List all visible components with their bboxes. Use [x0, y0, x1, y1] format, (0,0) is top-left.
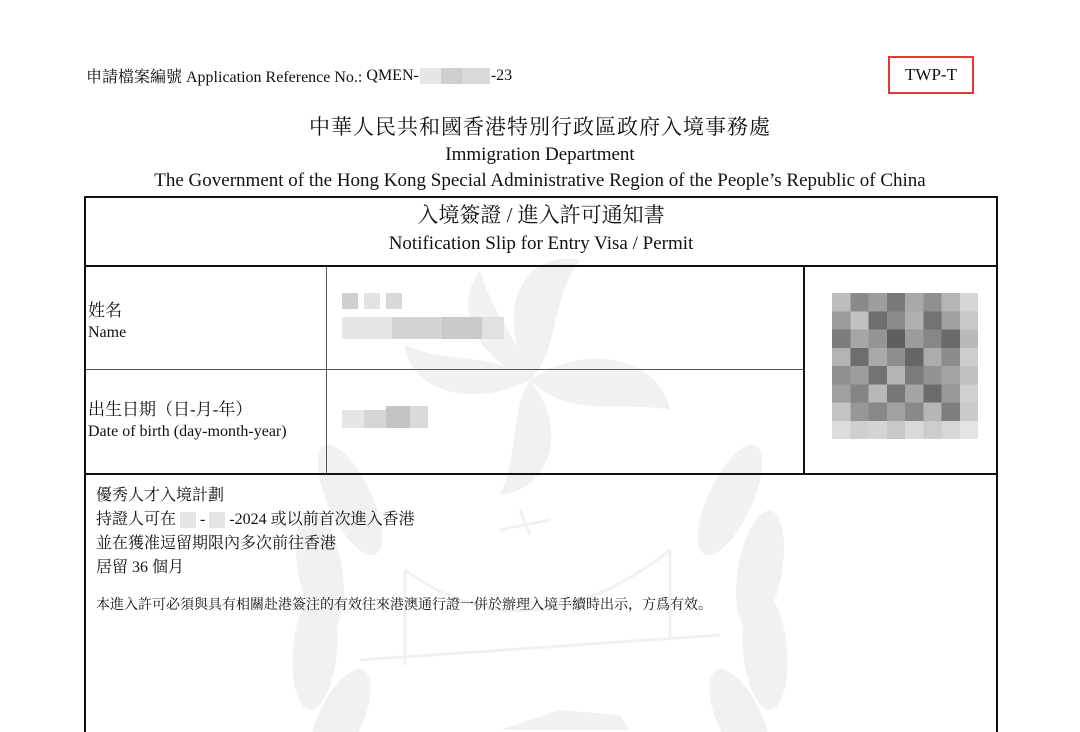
- scheme-name: 優秀人才入境計劃: [96, 487, 225, 504]
- redacted-month: [209, 512, 225, 528]
- entry-deadline-suffix: -2024 或以前首次進入香港: [229, 511, 415, 528]
- stay-duration: 居留 36 個月: [96, 559, 185, 576]
- name-label: [88, 300, 126, 344]
- photo-column-divider: [803, 267, 805, 473]
- multiple-entry-condition: 並在獲准逗留期限內多次前往香港: [96, 535, 337, 552]
- entry-deadline: [96, 508, 415, 532]
- redacted-name: [342, 293, 512, 347]
- entry-deadline-prefix: 持證人可在: [96, 511, 177, 528]
- reference-label: 申請檔案編號 Application Reference No.:: [86, 69, 363, 86]
- column-divider: [326, 267, 327, 473]
- form-code-box: [888, 56, 974, 94]
- reference-prefix: QMEN-: [366, 66, 419, 84]
- redacted-reference-number: [420, 68, 490, 84]
- slip-table: [84, 196, 998, 732]
- entry-conditions: [96, 484, 415, 580]
- government-name-en: The Government of the Hong Kong Special Administrative Region of the People’s Republic of China: [154, 170, 926, 191]
- entry-deadline-separator: -: [200, 511, 206, 528]
- agency-name-zh: 中華人民共和國香港特別行政區政府入境事務處: [309, 115, 771, 139]
- application-reference: [86, 64, 512, 87]
- form-code: TWP-T: [905, 65, 957, 84]
- redacted-photo: [832, 293, 978, 439]
- dob-label-en: Date of birth (day-month-year): [88, 423, 287, 440]
- name-label-en: Name: [88, 324, 127, 341]
- reference-suffix: -23: [490, 66, 513, 84]
- slip-title-cell: [86, 198, 996, 267]
- agency-name-en: Immigration Department: [445, 144, 635, 165]
- validity-note: 本進入許可必須與具有相關赴港簽注的有效往來港澳通行證一併於辦理入境手續時出示，方爲有效。: [96, 598, 712, 613]
- issuing-authority-header: [0, 112, 1080, 194]
- name-label-zh: 姓名: [88, 301, 122, 320]
- row-divider: [86, 369, 803, 370]
- dob-label-zh: 出生日期（日-月-年）: [88, 400, 253, 419]
- redacted-day: [180, 512, 196, 528]
- section-divider: [86, 473, 996, 475]
- dob-label: [88, 399, 287, 443]
- slip-title-en: Notification Slip for Entry Visa / Permit: [388, 233, 694, 254]
- slip-title-zh: 入境簽證 / 進入許可通知書: [417, 203, 665, 227]
- redacted-date-of-birth: [342, 406, 432, 430]
